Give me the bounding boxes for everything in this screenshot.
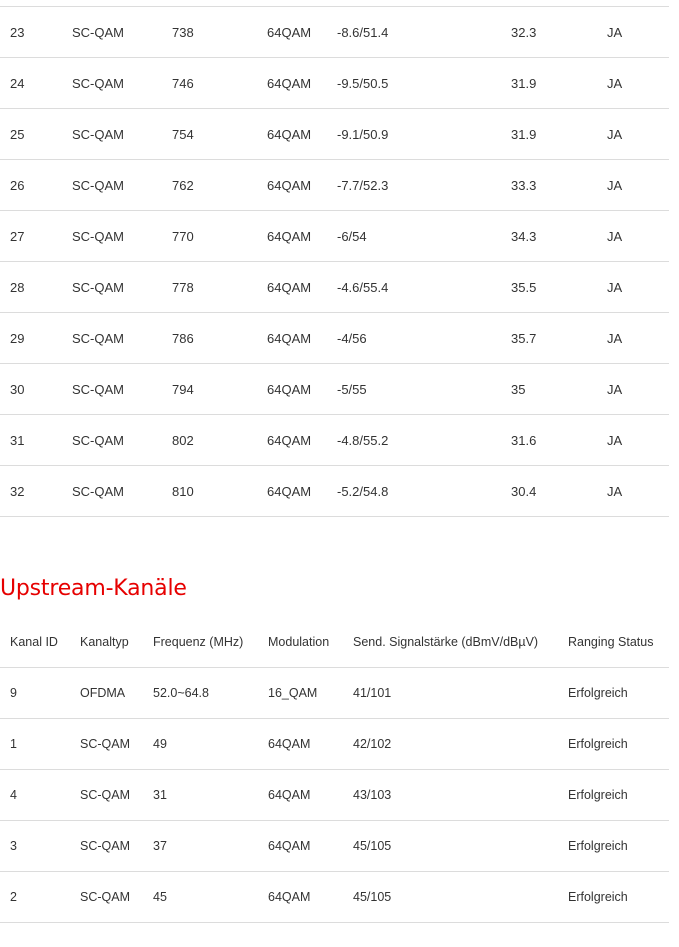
cell-channel-id: 2 [10,889,17,904]
cell-transmit-power: 43/103 [353,787,392,802]
cell-ranging-status: Erfolgreich [568,685,628,700]
cell-modulation: 64QAM [267,279,312,295]
table-row [0,109,669,160]
upstream-table-body [0,667,669,922]
table-row [0,667,669,718]
cell-frequency: 738 [172,24,194,40]
cell-frequency: 52.0~64.8 [153,685,209,700]
cell-channel-type: SC-QAM [72,279,124,295]
table-row [0,364,669,415]
cell-modulation: 64QAM [267,381,312,397]
cell-locked-status: JA [607,177,623,193]
cell-channel-type: SC-QAM [72,228,124,244]
cell-frequency: 746 [172,75,194,91]
upstream-header-row [0,617,669,667]
cell-modulation: 64QAM [268,736,311,751]
cell-modulation: 64QAM [267,177,312,193]
cell-channel-type: SC-QAM [72,483,124,499]
cell-snr: 34.3 [511,228,537,244]
cell-channel-id: 25 [10,126,25,142]
header-modulation: Modulation [268,634,330,649]
table-row [0,7,669,58]
cell-ranging-status: Erfolgreich [568,838,628,853]
cell-modulation: 64QAM [267,483,312,499]
cell-modulation: 64QAM [268,787,311,802]
cell-frequency: 762 [172,177,194,193]
cell-locked-status: JA [607,75,623,91]
cell-snr: 30.4 [511,483,537,499]
header-ranging-status: Ranging Status [568,634,654,649]
cell-power-level: -9.1/50.9 [337,126,389,142]
cell-modulation: 64QAM [268,838,311,853]
cell-channel-type: SC-QAM [80,838,130,853]
cell-channel-type: SC-QAM [80,889,130,904]
cell-locked-status: JA [607,330,623,346]
cell-channel-id: 26 [10,177,25,193]
cell-ranging-status: Erfolgreich [568,889,628,904]
cell-power-level: -5/55 [337,381,367,397]
cell-transmit-power: 41/101 [353,685,392,700]
cell-channel-id: 24 [10,75,25,91]
cell-channel-id: 29 [10,330,25,346]
cell-channel-id: 4 [10,787,17,802]
cell-ranging-status: Erfolgreich [568,736,628,751]
cell-transmit-power: 45/105 [353,889,392,904]
cell-snr: 33.3 [511,177,537,193]
cell-channel-type: SC-QAM [72,432,124,448]
cell-snr: 35.7 [511,330,537,346]
cell-snr: 31.9 [511,75,537,91]
downstream-table-body [0,7,669,517]
cell-frequency: 810 [172,483,194,499]
cell-snr: 31.6 [511,432,537,448]
cell-ranging-status: Erfolgreich [568,787,628,802]
cell-frequency: 802 [172,432,194,448]
cell-channel-type: SC-QAM [72,24,124,40]
table-row [0,415,669,466]
cell-channel-type: SC-QAM [72,381,124,397]
cell-power-level: -8.6/51.4 [337,24,389,40]
upstream-table-header [0,617,669,667]
cell-channel-id: 1 [10,736,17,751]
cell-channel-type: OFDMA [80,685,126,700]
cell-channel-type: SC-QAM [72,126,124,142]
cell-channel-id: 32 [10,483,25,499]
cell-frequency: 786 [172,330,194,346]
table-row [0,718,669,769]
cell-power-level: -5.2/54.8 [337,483,389,499]
cell-channel-type: SC-QAM [72,330,124,346]
cell-modulation: 64QAM [267,330,312,346]
table-row [0,313,669,364]
table-row [0,262,669,313]
cell-power-level: -6/54 [337,228,367,244]
cell-channel-id: 9 [10,685,17,700]
cell-locked-status: JA [607,381,623,397]
cell-channel-id: 31 [10,432,25,448]
header-channel-type: Kanaltyp [80,634,129,649]
cell-modulation: 16_QAM [268,685,318,700]
cell-frequency: 45 [153,889,167,904]
cell-frequency: 794 [172,381,194,397]
cell-modulation: 64QAM [267,228,312,244]
cell-snr: 35 [511,381,526,397]
header-transmit-power: Send. Signalstärke (dBmV/dBµV) [353,634,539,649]
header-frequency: Frequenz (MHz) [153,634,244,649]
cell-channel-type: SC-QAM [80,736,130,751]
table-row [0,58,669,109]
cell-channel-id: 30 [10,381,25,397]
cell-channel-type: SC-QAM [72,75,124,91]
cell-power-level: -9.5/50.5 [337,75,389,91]
cell-channel-id: 23 [10,24,25,40]
cell-locked-status: JA [607,432,623,448]
cell-modulation: 64QAM [267,432,312,448]
cell-channel-type: SC-QAM [72,177,124,193]
cell-channel-id: 3 [10,838,17,853]
table-row [0,871,669,922]
table-row [0,211,669,262]
cell-snr: 35.5 [511,279,537,295]
cell-frequency: 778 [172,279,194,295]
cell-frequency: 49 [153,736,167,751]
cell-power-level: -4.8/55.2 [337,432,389,448]
cell-modulation: 64QAM [268,889,311,904]
cell-locked-status: JA [607,279,623,295]
table-row [0,466,669,517]
cell-locked-status: JA [607,228,623,244]
cell-modulation: 64QAM [267,75,312,91]
cell-power-level: -7.7/52.3 [337,177,389,193]
cell-frequency: 37 [153,838,167,853]
cell-locked-status: JA [607,24,623,40]
upstream-channel-table [0,617,669,923]
cell-frequency: 754 [172,126,194,142]
cell-transmit-power: 42/102 [353,736,392,751]
cell-modulation: 64QAM [267,24,312,40]
table-row [0,769,669,820]
table-row [0,820,669,871]
table-row [0,160,669,211]
upstream-section-title: Upstream-Kanäle [0,576,187,601]
cell-channel-id: 27 [10,228,25,244]
cell-channel-type: SC-QAM [80,787,130,802]
cell-snr: 31.9 [511,126,537,142]
cell-locked-status: JA [607,483,623,499]
cell-power-level: -4/56 [337,330,367,346]
cell-transmit-power: 45/105 [353,838,392,853]
cell-frequency: 31 [153,787,167,802]
cell-locked-status: JA [607,126,623,142]
header-channel-id: Kanal ID [10,634,58,649]
cell-frequency: 770 [172,228,194,244]
cell-power-level: -4.6/55.4 [337,279,389,295]
downstream-channel-table [0,6,669,517]
cell-modulation: 64QAM [267,126,312,142]
cell-channel-id: 28 [10,279,25,295]
cell-snr: 32.3 [511,24,537,40]
